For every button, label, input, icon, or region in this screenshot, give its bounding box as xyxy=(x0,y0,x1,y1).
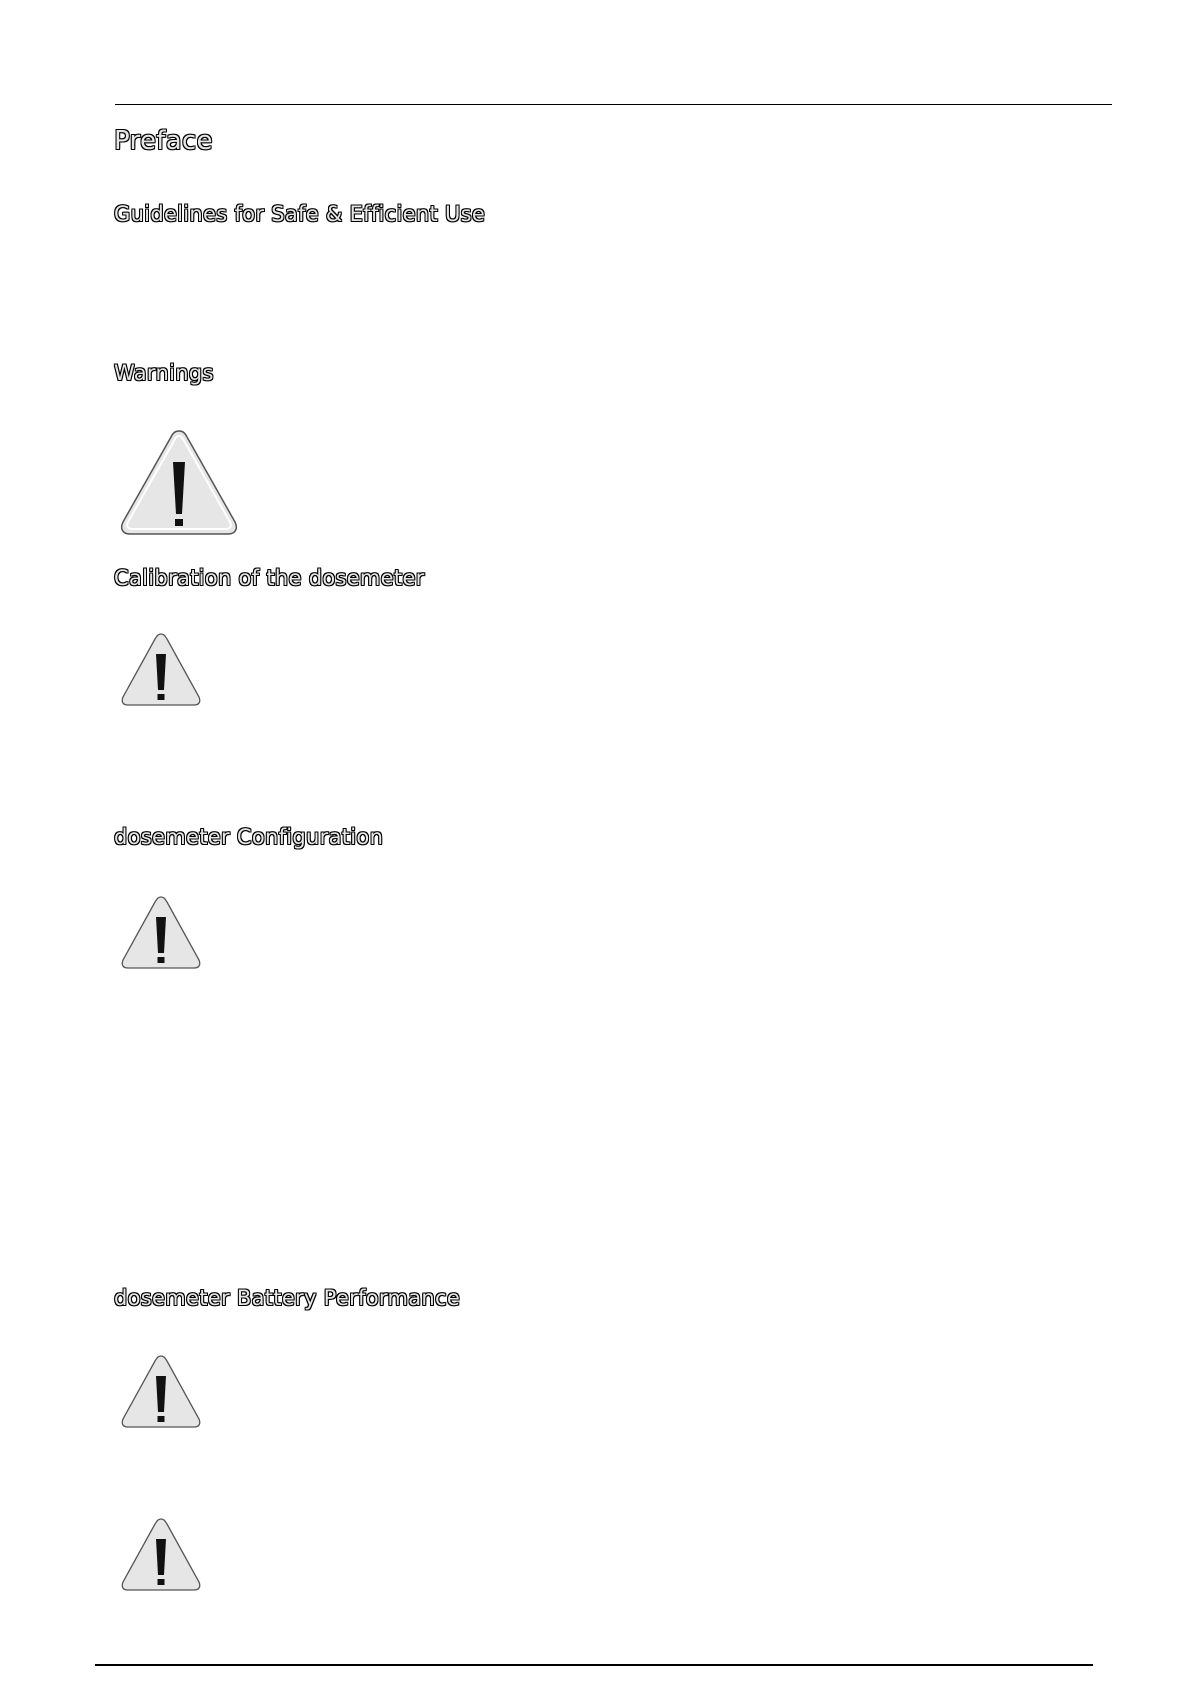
section-heading-warnings: Warnings xyxy=(114,361,214,385)
warning-triangle-icon xyxy=(119,1354,203,1430)
section-heading-battery: dosemeter Battery Performance xyxy=(114,1286,461,1310)
header-rule xyxy=(115,104,1112,105)
footer-rule xyxy=(95,1664,1093,1666)
section-heading-calibration: Calibration of the dosemeter xyxy=(114,566,425,590)
warning-triangle-icon xyxy=(119,632,203,708)
warning-triangle-icon xyxy=(118,428,240,538)
page-title: Preface xyxy=(114,126,213,156)
section-heading-configuration: dosemeter Configuration xyxy=(114,825,384,849)
warning-triangle-icon xyxy=(119,895,203,971)
section-heading-guidelines: Guidelines for Safe & Efficient Use xyxy=(114,202,486,226)
warning-triangle-icon xyxy=(119,1517,203,1593)
